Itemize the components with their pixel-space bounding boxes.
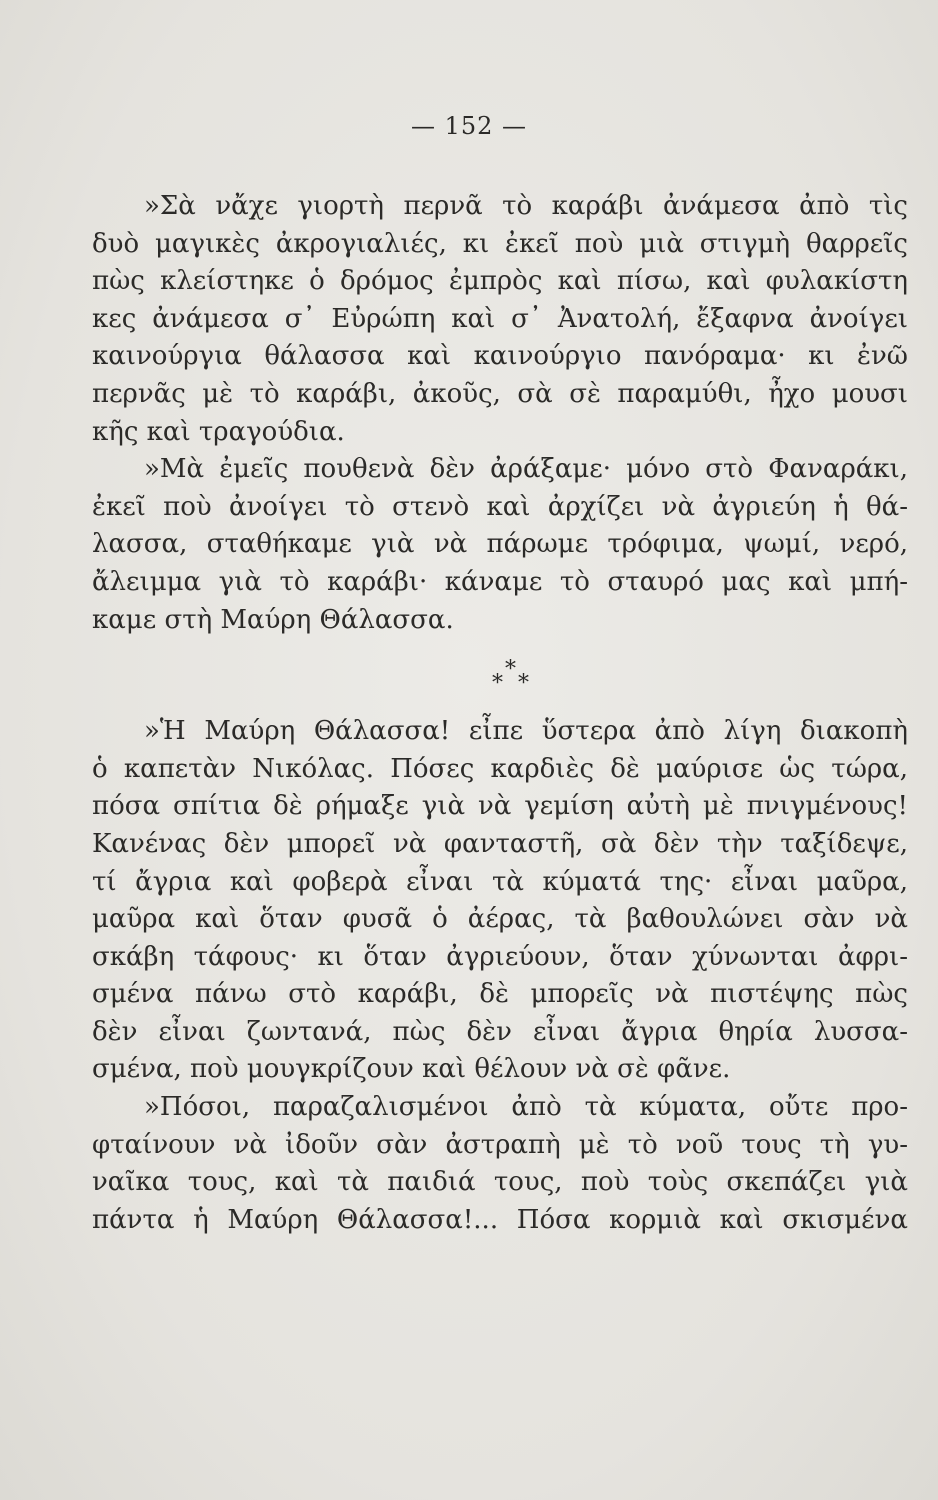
text-line: μαῦρα καὶ ὅταν φυσᾶ ὁ ἀέρας, τὰ βαθουλώνει σὰν νὰ <box>92 904 908 935</box>
text-line: ναῖκα τους, καὶ τὰ παιδιά τους, ποὺ τοὺς σκεπάζει γιὰ <box>92 1167 908 1198</box>
text-line: καμε στὴ Μαύρη Θάλασσα. <box>92 604 454 635</box>
text-line: δὲν εἶναι ζωντανά, πὼς δὲν εἶναι ἄγρια θηρία λυσσα- <box>92 1016 908 1047</box>
text-line: Κανένας δὲν μπορεῖ νὰ φανταστῆ, σὰ δὲν τὴν ταξίδεψε, <box>92 828 908 859</box>
text-line: ὁ καπετὰν Νικόλας. Πόσες καρδιὲς δὲ μαύρισε ὡς τώρα, <box>92 753 908 784</box>
text-line: »Μὰ ἐμεῖς πουθενὰ δὲν ἀράξαμε· μόνο στὸ Φαναράκι, <box>144 454 908 485</box>
text-line: κῆς καὶ τραγούδια. <box>92 416 345 447</box>
paragraph-2 <box>92 451 908 639</box>
asterisk: * <box>505 657 516 683</box>
section-separator <box>92 639 908 713</box>
text-line: »Ἡ Μαύρη Θάλασσα! εἶπε ὕστερα ἀπὸ λίγη διακοπὴ <box>144 716 908 747</box>
body-text <box>92 188 908 1239</box>
text-line: καινούργια θάλασσα καὶ καινούργιο πανόραμα· κι ἐνῶ <box>92 341 908 372</box>
text-line: δυὸ μαγικὲς ἀκρογιαλιές, κι ἐκεῖ ποὺ μιὰ στιγμὴ θαρρεῖς <box>92 228 908 259</box>
text-line: ἄλειμμα γιὰ τὸ καράβι· κάναμε τὸ σταυρό μας καὶ μπή- <box>92 566 908 597</box>
text-line: »Πόσοι, παραζαλισμένοι ἀπὸ τὰ κύματα, οὔτε προ- <box>144 1092 908 1123</box>
text-line: πάντα ἡ Μαύρη Θάλασσα!... Πόσα κορμιὰ καὶ σκισμένα <box>92 1204 908 1235</box>
text-line: σμένα πάνω στὸ καράβι, δὲ μπορεῖς νὰ πιστέψης πὼς <box>92 979 908 1010</box>
page-number: — 152 — <box>410 112 528 140</box>
text-line: σμένα, ποὺ μουγκρίζουν καὶ θέλουν νὰ σὲ φᾶνε. <box>92 1054 731 1085</box>
text-line: πόσα σπίτια δὲ ρήμαξε γιὰ νὰ γεμίση αὐτὴ μὲ πνιγμένους! <box>92 791 908 822</box>
text-line: πὼς κλείστηκε ὁ δρόμος ἐμπρὸς καὶ πίσω, καὶ φυλακίστη <box>92 266 908 297</box>
text-line: περνᾶς μὲ τὸ καράβι, ἀκοῦς, σὰ σὲ παραμύθι, ἦχο μουσι <box>92 378 908 409</box>
text-line: σκάβη τάφους· κι ὅταν ἀγριεύουν, ὅταν χύνωνται ἀφρι- <box>92 941 908 972</box>
text-line: λασσα, σταθήκαμε γιὰ νὰ πάρωμε τρόφιμα, ψωμί, νερό, <box>92 529 908 560</box>
text-line: φταίνουν νὰ ἰδοῦν σὰν ἀστραπὴ μὲ τὸ νοῦ τους τὴ γυ- <box>92 1129 908 1160</box>
paragraph-1 <box>92 188 908 451</box>
asterisk: * <box>492 671 503 697</box>
asterisk: * <box>518 671 529 697</box>
paragraph-3 <box>92 713 908 1089</box>
text-line: κες ἀνάμεσα σ᾽ Εὐρώπη καὶ σ᾽ Ἀνατολή, ἔξαφνα ἀνοίγει <box>92 303 908 334</box>
text-line: τί ἄγρια καὶ φοβερὰ εἶναι τὰ κύματά της· εἶναι μαῦρα, <box>92 866 908 897</box>
text-line: »Σὰ νἄχε γιορτὴ περνᾶ τὸ καράβι ἀνάμεσα ἀπὸ τὶς <box>144 191 908 221</box>
text-line: ἐκεῖ ποὺ ἀνοίγει τὸ στενὸ καὶ ἀρχίζει νὰ ἀγριεύη ἡ θά- <box>92 491 908 522</box>
paragraph-4 <box>92 1089 908 1239</box>
